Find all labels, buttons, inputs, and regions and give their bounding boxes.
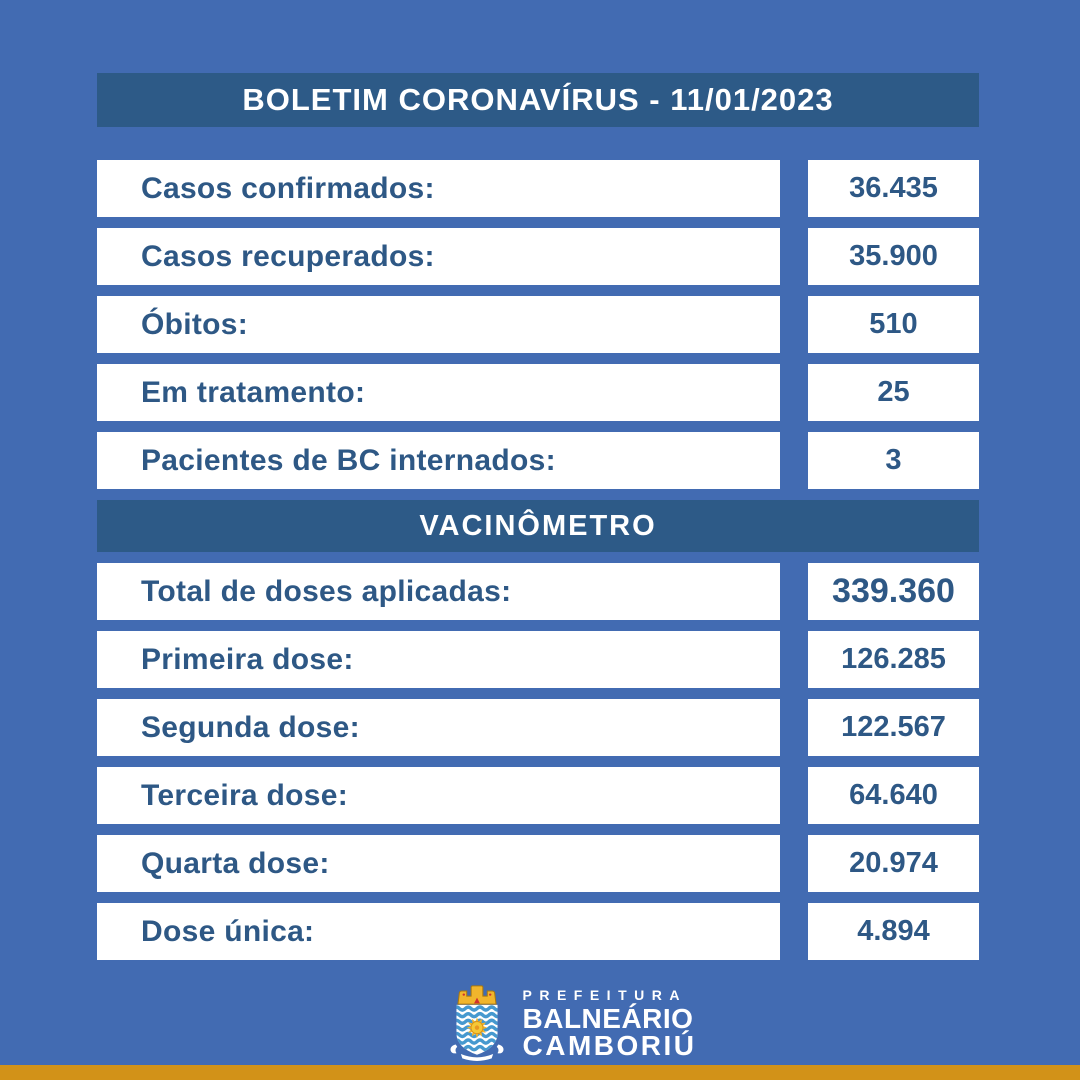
row-gap	[780, 631, 808, 688]
stat-value: 4.894	[857, 915, 930, 947]
stat-label-box	[97, 835, 780, 892]
stat-value-box	[808, 699, 979, 756]
stat-row-total-doses	[97, 563, 979, 620]
stat-label: Total de doses aplicadas:	[141, 574, 512, 608]
stat-value: 3	[885, 444, 902, 476]
row-gap	[780, 228, 808, 285]
stat-value-box	[808, 364, 979, 421]
stat-value: 36.435	[849, 172, 938, 204]
stat-value-box	[808, 228, 979, 285]
stat-label-box	[97, 364, 780, 421]
stat-row-em-tratamento	[97, 364, 979, 421]
stat-value: 20.974	[849, 847, 938, 879]
stat-label: Pacientes de BC internados:	[141, 443, 556, 477]
row-gap	[780, 699, 808, 756]
stat-label: Casos recuperados:	[141, 239, 435, 273]
stat-label-box	[97, 699, 780, 756]
stat-row-obitos	[97, 296, 979, 353]
stat-value-box	[808, 296, 979, 353]
row-gap	[780, 563, 808, 620]
balneario-camboriu-crest-icon	[444, 982, 510, 1063]
row-gap	[780, 903, 808, 960]
stat-value-box	[808, 767, 979, 824]
stat-label-box	[97, 631, 780, 688]
stat-label: Em tratamento:	[141, 375, 366, 409]
vacinometro-title: VACINÔMETRO	[419, 509, 657, 542]
stat-value-box	[808, 835, 979, 892]
footer-logo-text	[523, 987, 697, 1059]
row-gap	[780, 432, 808, 489]
stat-label-box	[97, 903, 780, 960]
stat-value-box	[808, 563, 979, 620]
stat-label: Casos confirmados:	[141, 171, 435, 205]
stat-row-pacientes-internados	[97, 432, 979, 489]
stat-value-box	[808, 432, 979, 489]
stat-label: Dose única:	[141, 914, 315, 948]
stat-value: 122.567	[841, 711, 946, 743]
stat-row-primeira-dose	[97, 631, 979, 688]
stat-value: 25	[877, 376, 910, 408]
stat-label: Terceira dose:	[141, 778, 349, 812]
stat-row-dose-unica	[97, 903, 979, 960]
stat-value-box	[808, 631, 979, 688]
row-gap	[780, 160, 808, 217]
stat-value-box	[808, 160, 979, 217]
bulletin-title: BOLETIM CORONAVÍRUS - 11/01/2023	[242, 82, 834, 117]
stat-label-box	[97, 767, 780, 824]
stat-label-box	[97, 296, 780, 353]
stat-label-box	[97, 160, 780, 217]
stat-value-box	[808, 903, 979, 960]
stat-label: Primeira dose:	[141, 642, 354, 676]
stat-value: 35.900	[849, 240, 938, 272]
row-gap	[780, 296, 808, 353]
stat-value: 510	[869, 308, 918, 340]
stat-row-casos-confirmados	[97, 160, 979, 217]
bottom-orange-stripe	[0, 1065, 1080, 1080]
bulletin-content	[97, 73, 979, 971]
stat-label-box	[97, 563, 780, 620]
row-gap	[780, 835, 808, 892]
stat-row-casos-recuperados	[97, 228, 979, 285]
stat-label: Quarta dose:	[141, 846, 330, 880]
vacinometro-section-bar	[97, 500, 979, 552]
logo-balneario: BALNEÁRIO	[522, 1002, 694, 1034]
stat-value: 64.640	[849, 779, 938, 811]
bulletin-title-bar	[97, 73, 979, 127]
footer-logo	[30, 982, 1080, 1063]
stat-label: Óbitos:	[141, 307, 249, 341]
stat-value: 339.360	[832, 572, 955, 610]
stat-label-box	[97, 228, 780, 285]
logo-prefeitura: PREFEITURA	[522, 986, 687, 1003]
logo-camboriu: CAMBORIÚ	[522, 1029, 697, 1061]
stat-row-terceira-dose	[97, 767, 979, 824]
stat-label-box	[97, 432, 780, 489]
row-gap	[780, 364, 808, 421]
row-gap	[780, 767, 808, 824]
stat-value: 126.285	[841, 643, 946, 675]
stat-row-quarta-dose	[97, 835, 979, 892]
stat-label: Segunda dose:	[141, 710, 360, 744]
stat-row-segunda-dose	[97, 699, 979, 756]
